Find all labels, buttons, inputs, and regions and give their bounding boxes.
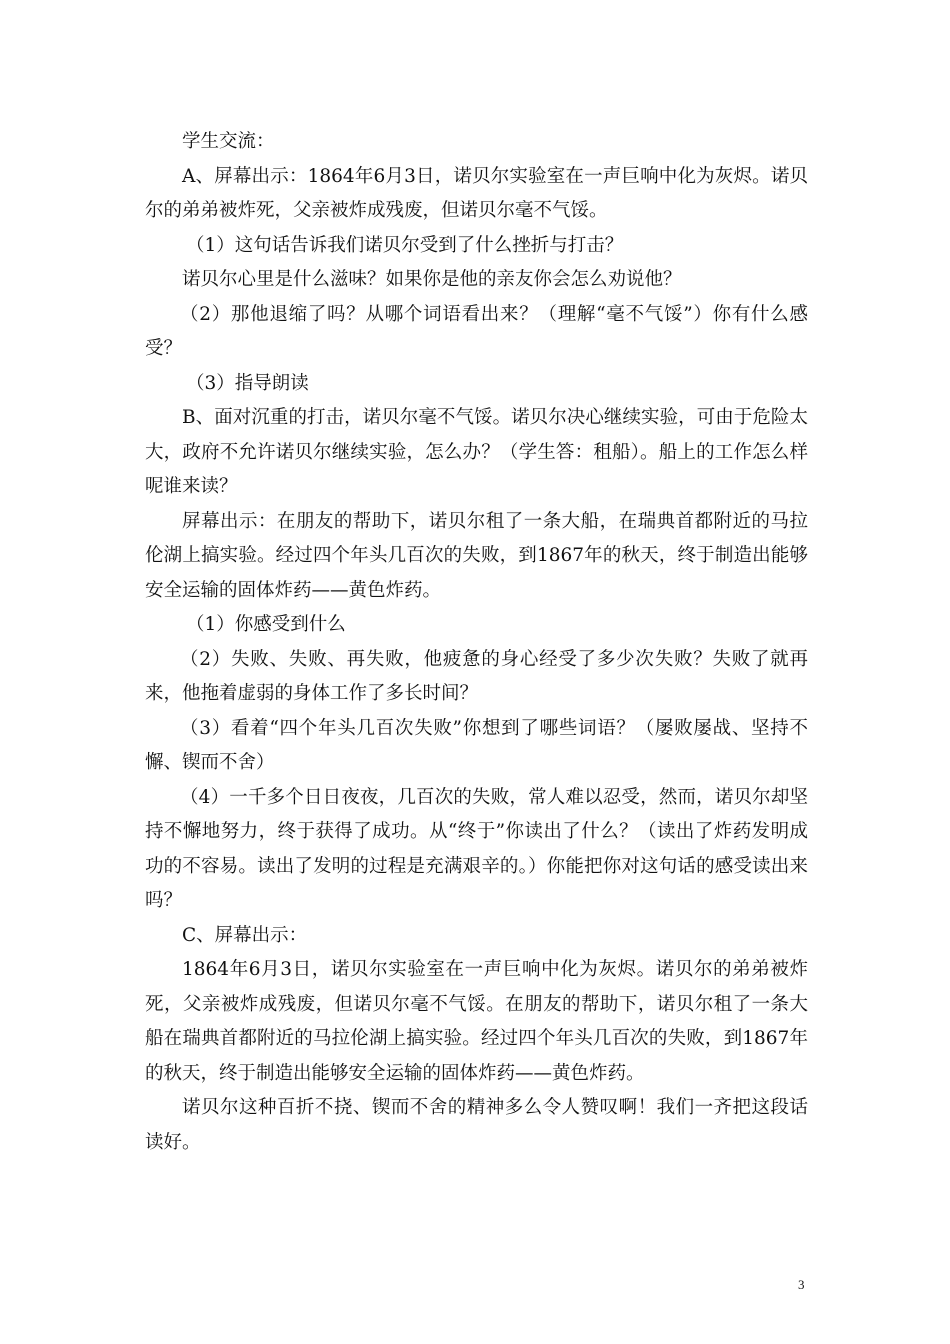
paragraph: （2）那他退缩了吗？从哪个词语看出来？（理解“毫不气馁”）你有什么感受？ (145, 303, 808, 359)
body-text (145, 125, 808, 1160)
paragraph: 学生交流： (182, 131, 275, 152)
paragraph: （3）指导朗读 (186, 372, 309, 394)
paragraph: C、屏幕出示： (182, 924, 308, 946)
paragraph: A、屏幕出示：1864年6月3日，诺贝尔实验室在一声巨响中化为灰烬。诺贝尔的弟弟被炸死，父亲被炸成残废，但诺贝尔毫不气馁。 (145, 165, 808, 221)
paragraph: （1）你感受到什么 (186, 614, 346, 635)
paragraph: （2）失败、失败、再失败，他疲惫的身心经受了多少次失败？失败了就再来，他拖着虚弱的身体工作了多长时间？ (145, 648, 808, 704)
paragraph: 1864年6月3日，诺贝尔实验室在一声巨响中化为灰烬。诺贝尔的弟弟被炸死，父亲被炸成残废，但诺贝尔毫不气馁。在朋友的帮助下，诺贝尔租了一条大船在瑞典首都附近的马拉伦湖上搞实验。经过四个年头几百次的失败，到1867年的秋天，终于制造出能够安全运输的固体炸药——黄色炸药。 (145, 959, 808, 1084)
paragraph: （1）这句话告诉我们诺贝尔受到了什么挫折与打击？ (186, 234, 624, 256)
paragraph: B、面对沉重的打击，诺贝尔毫不气馁。诺贝尔决心继续实验，可由于危险太大，政府不允许诺贝尔继续实验，怎么办？（学生答：租船）。船上的工作怎么样呢谁来读？ (145, 407, 808, 497)
paragraph: 诺贝尔心里是什么滋味？如果你是他的亲友你会怎么劝说他？ (182, 269, 682, 290)
page-number: 3 (798, 1277, 805, 1292)
paragraph: 诺贝尔这种百折不挠、锲而不舍的精神多么令人赞叹啊！我们一齐把这段话读好。 (145, 1097, 808, 1153)
paragraph: 屏幕出示：在朋友的帮助下，诺贝尔租了一条大船，在瑞典首都附近的马拉伦湖上搞实验。经过四个年头几百次的失败，到1867年的秋天，终于制造出能够安全运输的固体炸药——黄色炸药。 (145, 510, 808, 601)
paragraph: （3）看着“四个年头几百次失败”你想到了哪些词语？（屡败屡战、坚持不懈、锲而不舍） (145, 717, 808, 773)
paragraph: （4）一千多个日日夜夜，几百次的失败，常人难以忍受，然而，诺贝尔却坚持不懈地努力，终于获得了成功。从“终于”你读出了什么？（读出了炸药发明成功的不容易。读出了发明的过程是充满艰辛的。）你能把你对这句话的感受读出来吗？ (145, 786, 808, 911)
